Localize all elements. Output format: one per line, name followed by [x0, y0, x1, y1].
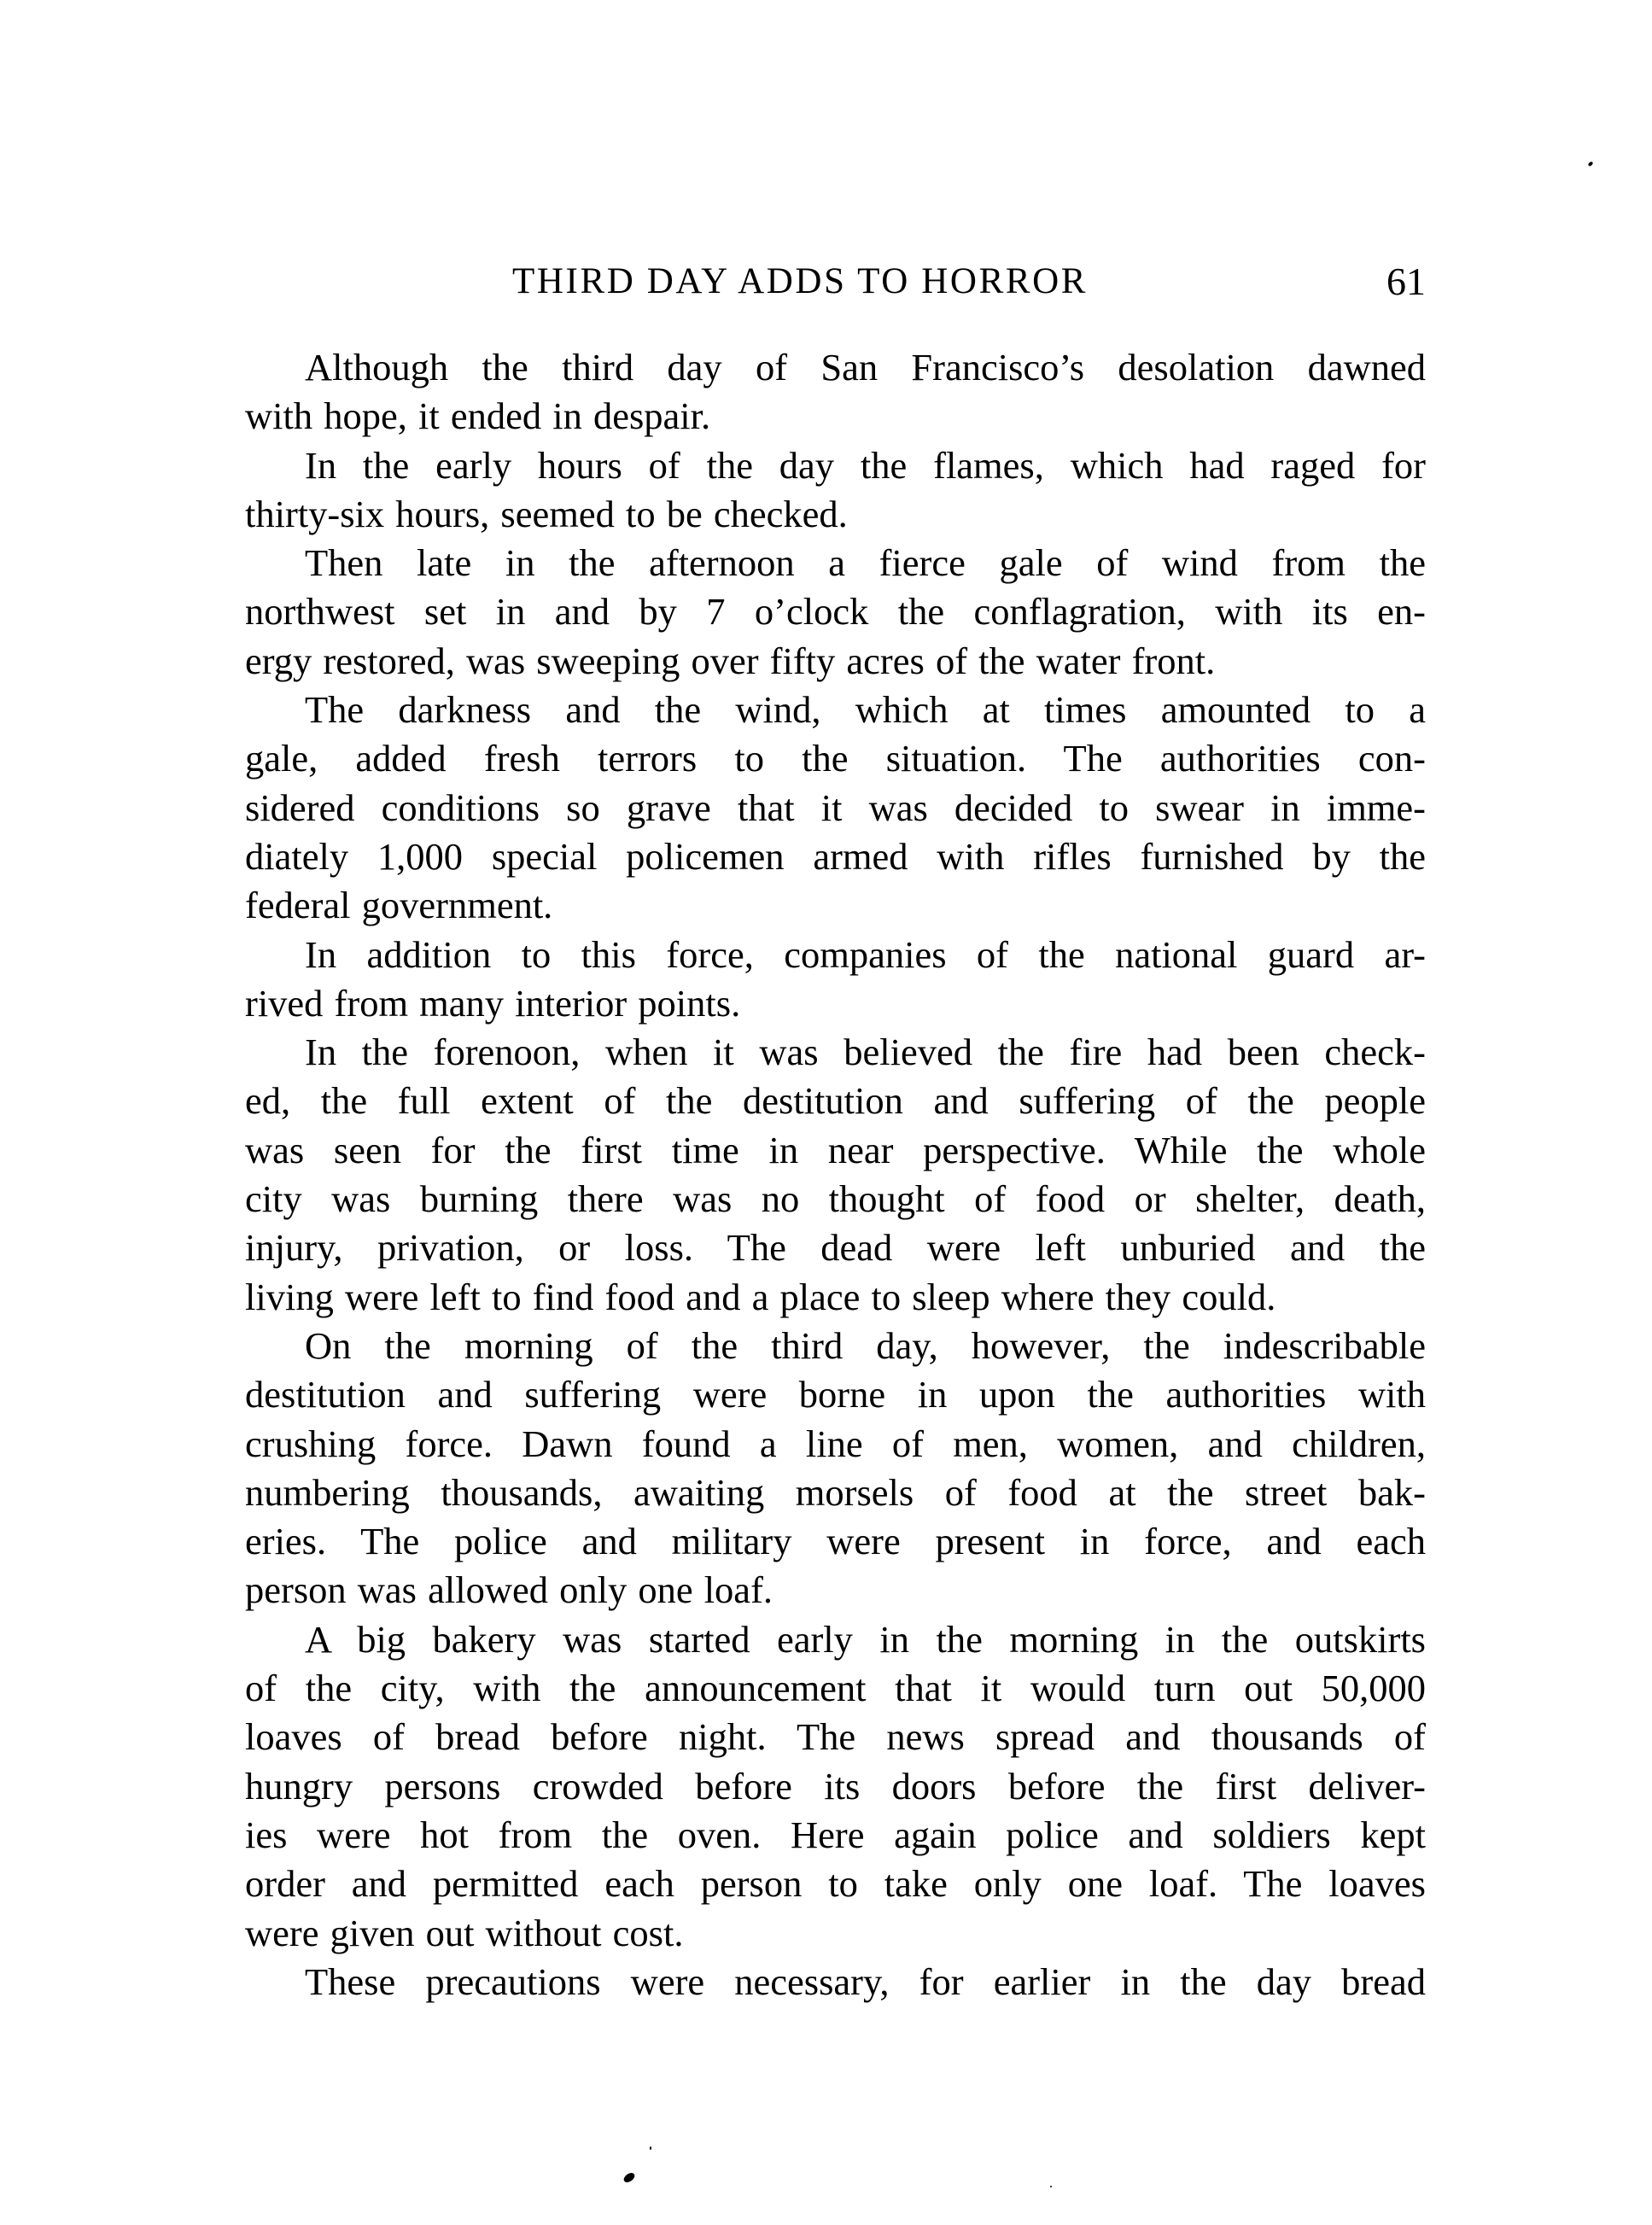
text-line: city was burning there was no thought of food or shelter, death,: [245, 1177, 1426, 1221]
text-line: In the early hours of the day the flames, which had raged for: [305, 443, 1426, 487]
text-line: ergy restored, was sweeping over fifty acres of the water front.: [245, 639, 1216, 682]
scan-speck: [1050, 2186, 1052, 2187]
text-line: were given out without cost.: [245, 1911, 684, 1954]
scan-speck: [1587, 161, 1593, 167]
text-line: northwest set in and by 7 o’clock the conflagration, with its en-: [245, 590, 1426, 634]
text-line: was seen for the first time in near perspective. While the whole: [245, 1128, 1426, 1171]
body-text: [245, 343, 1426, 2006]
text-line: On the morning of the third day, however, the indescribable: [305, 1323, 1426, 1367]
text-line: rived from many interior points.: [245, 981, 741, 1025]
text-line: gale, added fresh terrors to the situation. The authorities con-: [245, 737, 1426, 780]
text-line: In addition to this force, companies of the national guard ar-: [305, 932, 1426, 976]
text-line: These precautions were necessary, for earlier in the day bread: [305, 1959, 1426, 2003]
text-line: federal government.: [245, 884, 553, 927]
text-line: sidered conditions so grave that it was decided to swear in imme-: [245, 785, 1426, 829]
text-line: eries. The police and military were present in force, and each: [245, 1520, 1426, 1563]
text-line: In the forenoon, when it was believed the fire had been check-: [305, 1031, 1426, 1074]
page-number: 61: [1386, 260, 1426, 303]
text-line: with hope, it ended in despair.: [245, 394, 711, 438]
text-line: ies were hot from the oven. Here again police and soldiers kept: [245, 1813, 1426, 1856]
text-line: hungry persons crowded before its doors before the first deliver-: [245, 1764, 1426, 1807]
text-line: order and permitted each person to take only one loaf. The loaves: [245, 1862, 1426, 1906]
text-line: diately 1,000 special policemen armed with rifles furnished by the: [245, 834, 1426, 878]
text-line: destitution and suffering were borne in upon the authorities with: [245, 1373, 1426, 1416]
text-line: person was allowed only one loaf.: [245, 1568, 773, 1612]
text-line: of the city, with the announcement that it would turn out 50,000: [245, 1667, 1426, 1710]
text-line: injury, privation, or loss. The dead were left unburied and the: [245, 1226, 1426, 1270]
text-line: A big bakery was started early in the morning in the outskirts: [305, 1617, 1426, 1661]
text-line: living were left to find food and a place to sleep where they could.: [245, 1275, 1276, 1318]
text-line: The darkness and the wind, which at times amounted to a: [305, 688, 1426, 732]
text-line: loaves of bread before night. The news spread and thousands of: [245, 1715, 1426, 1759]
running-title: THIRD DAY ADDS TO HORROR: [512, 261, 1089, 301]
text-line: crushing force. Dawn found a line of men, women, and children,: [245, 1422, 1426, 1465]
running-head: [245, 256, 1426, 307]
text-line: Then late in the afternoon a fierce gale of wind from the: [305, 541, 1426, 585]
text-line: Although the third day of San Francisco’s desolation dawned: [305, 346, 1426, 388]
scan-speck: [650, 2146, 651, 2150]
scan-speck: [622, 2171, 637, 2184]
text-line: ed, the full extent of the destitution and suffering of the people: [245, 1079, 1426, 1123]
text-line: thirty-six hours, seemed to be checked.: [245, 492, 848, 535]
text-line: numbering thousands, awaiting morsels of food at the street bak-: [245, 1470, 1426, 1514]
